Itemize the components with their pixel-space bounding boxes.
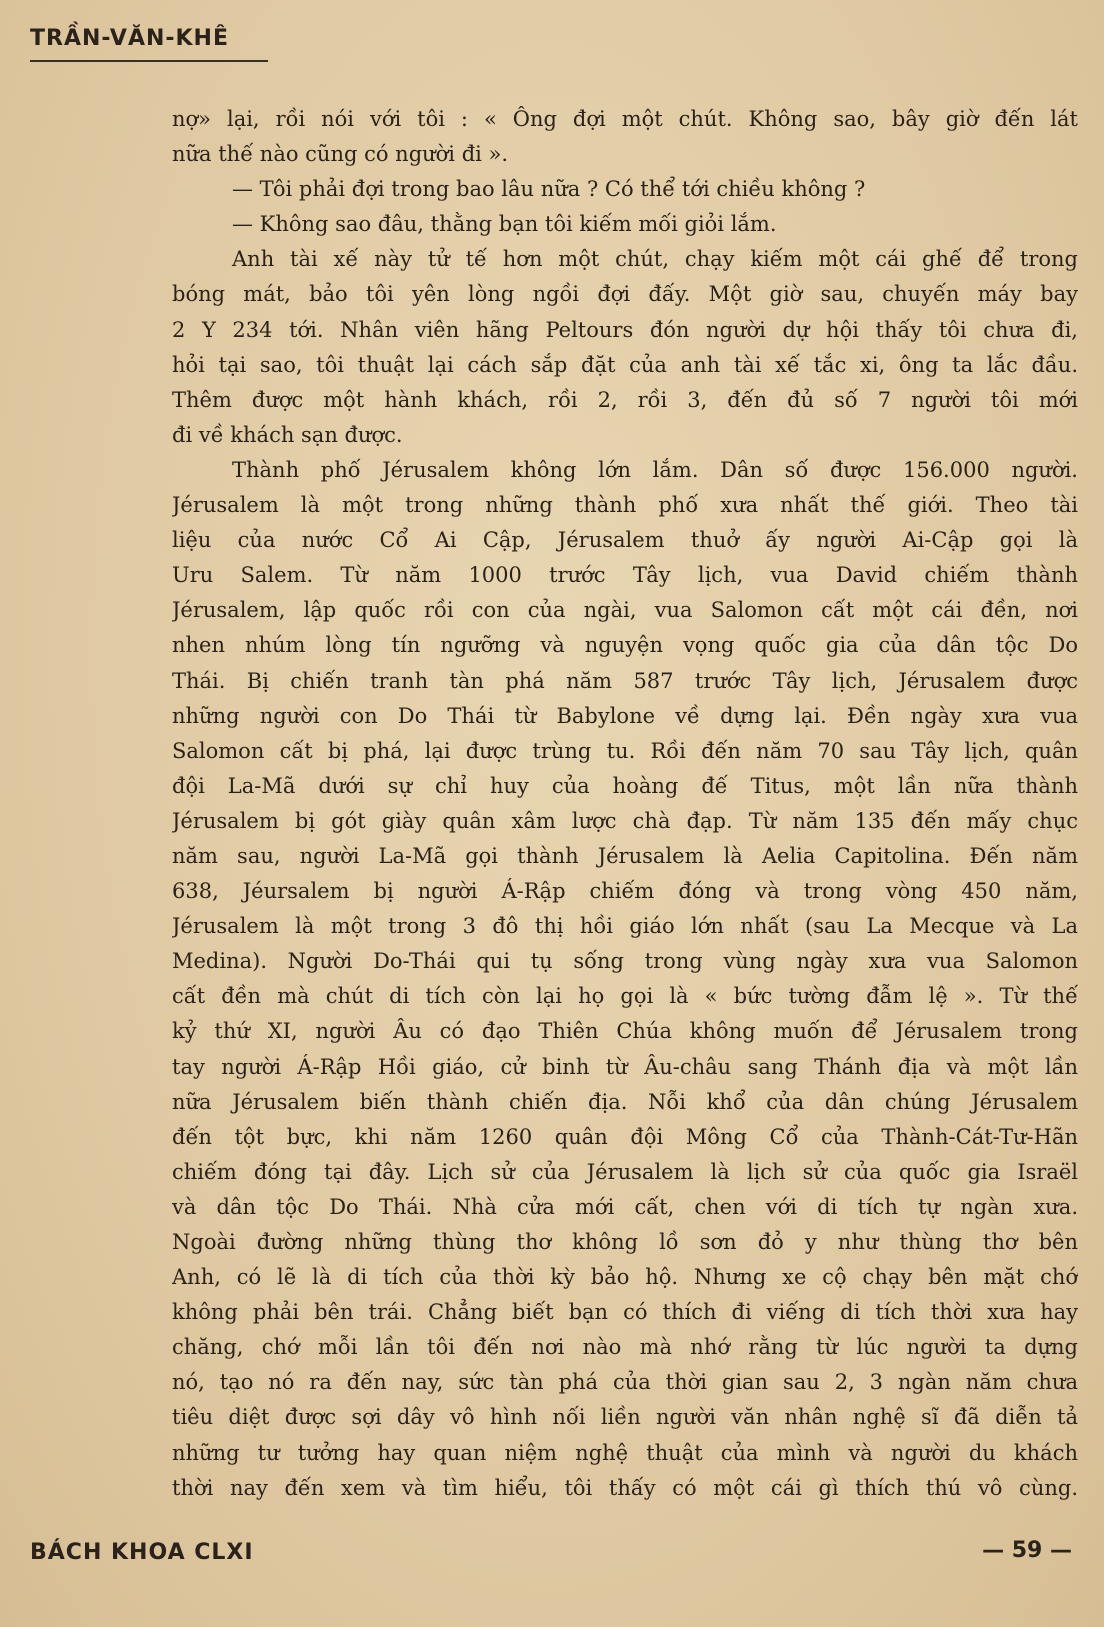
text-line: liệu của nước Cổ Ai Cập, Jérusalem thuở ấy người Ai-Cập gọi là — [172, 528, 1078, 553]
text-line: Thái. Bị chiến tranh tàn phá năm 587 trước Tây lịch, Jérusalem được — [172, 668, 1078, 693]
text-line: tay người Á-Rập Hồi giáo, cử binh từ Âu-châu sang Thánh địa và một lần — [172, 1054, 1078, 1079]
text-line: 638, Jéursalem bị người Á-Rập chiếm đóng và trong vòng 450 năm, — [172, 879, 1078, 904]
text-line: chăng, chớ mỗi lần tôi đến nơi nào mà nhớ rằng từ lúc người ta dựng — [172, 1335, 1078, 1360]
paragraph-start-line: Anh tài xế này tử tế hơn một chút, chạy kiếm một cái ghế để trong — [232, 247, 1078, 272]
text-line: Jérusalem là một trong 3 đô thị hồi giáo lớn nhất (sau La Mecque và La — [172, 914, 1078, 939]
text-line: Anh, có lẽ là di tích của thời kỳ bảo hộ. Nhưng xe cộ chạy bên mặt chớ — [172, 1265, 1078, 1290]
text-line: Jérusalem, lập quốc rồi con của ngài, vua Salomon cất một cái đền, nơi — [172, 598, 1078, 623]
text-line: những người con Do Thái từ Babylone về dựng lại. Đền ngày xưa vua — [172, 703, 1078, 728]
text-line: Salomon cất bị phá, lại được trùng tu. Rồi đến năm 70 sau Tây lịch, quân — [172, 738, 1078, 763]
dialogue-line: — Không sao đâu, thằng bạn tôi kiếm mối giỏi lắm. — [232, 212, 777, 237]
text-line: bóng mát, bảo tôi yên lòng ngồi đợi đấy. Một giờ sau, chuyến máy bay — [172, 282, 1078, 307]
dialogue-line: — Tôi phải đợi trong bao lâu nữa ? Có thể tới chiều không ? — [232, 177, 866, 202]
text-line: thời nay đến xem và tìm hiểu, tôi thấy có một cái gì thích thú vô cùng. — [172, 1475, 1078, 1500]
text-line: nữa thế nào cũng có người đi ». — [172, 142, 509, 167]
running-head: TRẦN-VĂN-KHÊ — [30, 26, 229, 51]
text-line: hỏi tại sao, tôi thuật lại cách sắp đặt của anh tài xế tắc xi, ông ta lắc đầu. — [172, 352, 1078, 377]
publication-footer: BÁCH KHOA CLXI — [30, 1540, 254, 1565]
text-line: nữa Jérusalem biến thành chiến địa. Nỗi khổ của dân chúng Jérusalem — [172, 1089, 1078, 1114]
text-line: năm sau, người La-Mã gọi thành Jérusalem là Aelia Capitolina. Đến năm — [172, 843, 1078, 868]
text-line: Uru Salem. Từ năm 1000 trước Tây lịch, vua David chiếm thành — [172, 563, 1078, 588]
text-line: tiêu diệt được sợi dây vô hình nối liền người văn nhân nghệ sĩ đã diễn tả — [172, 1405, 1078, 1430]
text-line: kỷ thứ XI, người Âu có đạo Thiên Chúa không muốn để Jérusalem trong — [172, 1019, 1078, 1044]
text-line: Jérusalem bị gót giày quân xâm lược chà đạp. Từ năm 135 đến mấy chục — [172, 808, 1078, 833]
body-text — [172, 102, 1078, 1506]
text-line: những tư tưởng hay quan niệm nghệ thuật của mình và người du khách — [172, 1440, 1078, 1465]
header-rule — [30, 60, 268, 62]
text-line: Thêm được một hành khách, rồi 2, rồi 3, đến đủ số 7 người tôi mới — [172, 387, 1078, 412]
text-line: nhen nhúm lòng tín ngưỡng và nguyện vọng quốc gia của dân tộc Do — [172, 633, 1078, 658]
text-line: đến tột bực, khi năm 1260 quân đội Mông Cổ của Thành-Cát-Tư-Hãn — [172, 1124, 1078, 1149]
text-line: chiếm đóng tại đây. Lịch sử của Jérusalem là lịch sử của quốc gia Israël — [172, 1159, 1078, 1184]
text-line: cất đền mà chút di tích còn lại họ gọi là « bức tường đẫm lệ ». Từ thế — [172, 984, 1078, 1009]
text-line: nợ» lại, rồi nói với tôi : « Ông đợi một chút. Không sao, bây giờ đến lát — [172, 107, 1078, 131]
paragraph-start-line: Thành phố Jérusalem không lớn lắm. Dân số được 156.000 người. — [232, 457, 1078, 482]
text-line: Medina). Người Do-Thái qui tụ sống trong vùng ngày xưa vua Salomon — [172, 949, 1078, 974]
text-line: đi về khách sạn được. — [172, 422, 403, 447]
text-line: nó, tạo nó ra đến nay, sức tàn phá của thời gian sau 2, 3 ngàn năm chưa — [172, 1370, 1078, 1395]
text-line: Ngoài đường những thùng thơ không lồ sơn đỏ y như thùng thơ bên — [172, 1230, 1078, 1254]
page-number: — 59 — — [982, 1538, 1072, 1563]
text-line: không phải bên trái. Chẳng biết bạn có thích đi viếng di tích thời xưa hay — [172, 1300, 1078, 1325]
text-line: đội La-Mã dưới sự chỉ huy của hoàng đế Titus, một lần nữa thành — [172, 773, 1078, 798]
text-line: 2 Y 234 tới. Nhân viên hãng Peltours đón người dự hội thấy tôi chưa đi, — [172, 317, 1078, 342]
text-line: Jérusalem là một trong những thành phố xưa nhất thế giới. Theo tài — [172, 493, 1078, 518]
text-line: và dân tộc Do Thái. Nhà cửa mới cất, chen với di tích tự ngàn xưa. — [172, 1194, 1078, 1219]
